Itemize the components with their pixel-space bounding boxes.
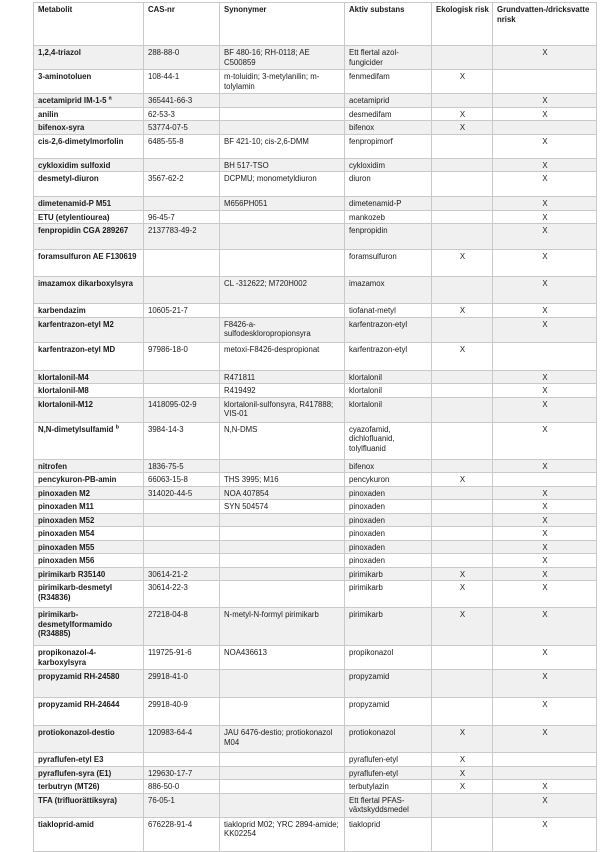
cell-grundvatten-risk — [493, 342, 597, 370]
cell-grundvatten-risk: X — [493, 540, 597, 554]
cell-ekologisk-risk: X — [432, 581, 493, 608]
cell-metabolit: TFA (trifluorättiksyra) — [34, 793, 144, 817]
column-header-metabolit: Metabolit — [34, 3, 144, 46]
cell-synonymer: NOA 407854 — [220, 486, 345, 500]
table-row — [34, 317, 597, 342]
cell-synonymer — [220, 250, 345, 277]
cell-ekologisk-risk — [432, 540, 493, 554]
cell-metabolit: dimetenamid-P M51 — [34, 197, 144, 211]
cell-aktiv-substans: pencykuron — [345, 473, 432, 487]
table-row — [34, 698, 597, 726]
cell-grundvatten-risk: X — [493, 422, 597, 459]
cell-cas: 96-45-7 — [144, 210, 220, 224]
table-row — [34, 554, 597, 568]
cell-ekologisk-risk — [432, 554, 493, 568]
table-row — [34, 459, 597, 473]
cell-ekologisk-risk — [432, 277, 493, 304]
cell-synonymer — [220, 540, 345, 554]
cell-synonymer: m-toluidin; 3-metylanilin; m-tolylamin — [220, 70, 345, 94]
cell-cas: 30614-22-3 — [144, 581, 220, 608]
cell-metabolit: propyzamid RH-24580 — [34, 670, 144, 698]
table-row — [34, 224, 597, 250]
cell-ekologisk-risk: X — [432, 726, 493, 753]
cell-aktiv-substans: pinoxaden — [345, 554, 432, 568]
cell-cas: 29918-40-9 — [144, 698, 220, 726]
cell-cas: 29918-41-0 — [144, 670, 220, 698]
cell-grundvatten-risk: X — [493, 670, 597, 698]
cell-cas: 314020-44-5 — [144, 486, 220, 500]
table-row — [34, 513, 597, 527]
cell-metabolit: pirimikarb R35140 — [34, 567, 144, 581]
cell-synonymer — [220, 121, 345, 135]
table-row — [34, 608, 597, 646]
cell-cas: 1418095-02-9 — [144, 397, 220, 422]
cell-synonymer — [220, 304, 345, 318]
cell-synonymer — [220, 581, 345, 608]
cell-synonymer: SYN 504574 — [220, 500, 345, 514]
cell-aktiv-substans: Ett flertal azol-fungicider — [345, 46, 432, 70]
cell-aktiv-substans: pyraflufen-etyl — [345, 766, 432, 780]
cell-aktiv-substans: pinoxaden — [345, 540, 432, 554]
cell-aktiv-substans: foramsulfuron — [345, 250, 432, 277]
cell-aktiv-substans: tiofanat-metyl — [345, 304, 432, 318]
cell-ekologisk-risk — [432, 172, 493, 197]
table-row — [34, 172, 597, 197]
table-row — [34, 793, 597, 817]
cell-ekologisk-risk: X — [432, 250, 493, 277]
table-row — [34, 46, 597, 70]
cell-cas: 62-53-3 — [144, 107, 220, 121]
cell-grundvatten-risk: X — [493, 554, 597, 568]
cell-aktiv-substans: pirimikarb — [345, 608, 432, 646]
cell-ekologisk-risk — [432, 817, 493, 851]
cell-ekologisk-risk: X — [432, 766, 493, 780]
table-row — [34, 304, 597, 318]
cell-cas: 676228-91-4 — [144, 817, 220, 851]
cell-ekologisk-risk: X — [432, 753, 493, 767]
cell-aktiv-substans: cykloxidim — [345, 158, 432, 172]
cell-cas — [144, 384, 220, 398]
cell-metabolit: propyzamid RH-24644 — [34, 698, 144, 726]
cell-ekologisk-risk — [432, 317, 493, 342]
table-row — [34, 277, 597, 304]
table-row — [34, 646, 597, 670]
cell-metabolit: anilin — [34, 107, 144, 121]
cell-aktiv-substans: dimetenamid-P — [345, 197, 432, 211]
table-row — [34, 527, 597, 541]
cell-cas: 1836-75-5 — [144, 459, 220, 473]
cell-synonymer: M656PH051 — [220, 197, 345, 211]
cell-metabolit: cykloxidim sulfoxid — [34, 158, 144, 172]
cell-metabolit: klortalonil-M12 — [34, 397, 144, 422]
cell-metabolit: pyraflufen-etyl E3 — [34, 753, 144, 767]
cell-metabolit: pinoxaden M54 — [34, 527, 144, 541]
cell-metabolit: acetamiprid IM-1-5 $^a$ — [34, 94, 144, 108]
cell-synonymer: R471811 — [220, 370, 345, 384]
cell-aktiv-substans: protiokonazol — [345, 726, 432, 753]
cell-aktiv-substans: mankozeb — [345, 210, 432, 224]
cell-synonymer — [220, 793, 345, 817]
cell-synonymer — [220, 567, 345, 581]
cell-cas: 6485-55-8 — [144, 134, 220, 158]
cell-cas — [144, 513, 220, 527]
cell-ekologisk-risk — [432, 486, 493, 500]
cell-ekologisk-risk — [432, 698, 493, 726]
cell-cas: 53774-07-5 — [144, 121, 220, 135]
cell-synonymer: tiakloprid M02; YRC 2894-amide; KK02254 — [220, 817, 345, 851]
table-row — [34, 121, 597, 135]
cell-aktiv-substans: Ett flertal PFAS-växtskyddsmedel — [345, 793, 432, 817]
cell-grundvatten-risk: X — [493, 172, 597, 197]
column-header-aktiv-substans: Aktiv substans — [345, 3, 432, 46]
cell-aktiv-substans: pinoxaden — [345, 513, 432, 527]
cell-synonymer — [220, 766, 345, 780]
cell-cas — [144, 500, 220, 514]
cell-grundvatten-risk: X — [493, 370, 597, 384]
cell-aktiv-substans: pinoxaden — [345, 486, 432, 500]
cell-metabolit: pencykuron-PB-amin — [34, 473, 144, 487]
cell-cas — [144, 197, 220, 211]
cell-aktiv-substans: pirimikarb — [345, 567, 432, 581]
cell-ekologisk-risk — [432, 459, 493, 473]
cell-aktiv-substans: klortalonil — [345, 370, 432, 384]
cell-aktiv-substans: klortalonil — [345, 397, 432, 422]
cell-metabolit: pinoxaden M2 — [34, 486, 144, 500]
cell-ekologisk-risk — [432, 500, 493, 514]
cell-ekologisk-risk — [432, 197, 493, 211]
cell-synonymer: THS 3995; M16 — [220, 473, 345, 487]
table-row — [34, 107, 597, 121]
cell-ekologisk-risk — [432, 370, 493, 384]
table-body — [34, 46, 597, 852]
cell-grundvatten-risk: X — [493, 46, 597, 70]
cell-metabolit: pinoxaden M11 — [34, 500, 144, 514]
cell-cas — [144, 250, 220, 277]
cell-synonymer: N-metyl-N-formyl pirimikarb — [220, 608, 345, 646]
cell-grundvatten-risk: X — [493, 698, 597, 726]
cell-metabolit: pinoxaden M52 — [34, 513, 144, 527]
cell-grundvatten-risk — [493, 121, 597, 135]
column-header-cas-nr: CAS-nr — [144, 3, 220, 46]
cell-aktiv-substans: diuron — [345, 172, 432, 197]
cell-cas — [144, 370, 220, 384]
cell-grundvatten-risk: X — [493, 210, 597, 224]
cell-metabolit: karfentrazon-etyl MD — [34, 342, 144, 370]
cell-synonymer: JAU 6476-destio; protiokonazol M04 — [220, 726, 345, 753]
table-row — [34, 540, 597, 554]
cell-synonymer — [220, 670, 345, 698]
cell-ekologisk-risk — [432, 670, 493, 698]
cell-synonymer — [220, 753, 345, 767]
metabolite-table — [33, 2, 597, 852]
cell-metabolit: bifenox-syra — [34, 121, 144, 135]
cell-ekologisk-risk: X — [432, 608, 493, 646]
cell-metabolit: fenpropidin CGA 289267 — [34, 224, 144, 250]
table-row — [34, 210, 597, 224]
cell-cas — [144, 158, 220, 172]
table-row — [34, 780, 597, 794]
cell-aktiv-substans: desmedifam — [345, 107, 432, 121]
cell-synonymer — [220, 527, 345, 541]
table-row — [34, 70, 597, 94]
cell-ekologisk-risk — [432, 210, 493, 224]
table-row — [34, 486, 597, 500]
cell-grundvatten-risk — [493, 753, 597, 767]
cell-ekologisk-risk: X — [432, 121, 493, 135]
cell-metabolit: N,N-dimetylsulfamid $^b$ — [34, 422, 144, 459]
cell-metabolit: klortalonil-M4 — [34, 370, 144, 384]
cell-metabolit: imazamox dikarboxylsyra — [34, 277, 144, 304]
table-row — [34, 500, 597, 514]
cell-cas — [144, 753, 220, 767]
cell-aktiv-substans: pirimikarb — [345, 581, 432, 608]
table-row — [34, 422, 597, 459]
cell-grundvatten-risk: X — [493, 817, 597, 851]
cell-aktiv-substans: cyazofamid, dichlofluanid, tolylfluanid — [345, 422, 432, 459]
cell-grundvatten-risk: X — [493, 459, 597, 473]
cell-synonymer — [220, 780, 345, 794]
cell-ekologisk-risk: X — [432, 473, 493, 487]
cell-synonymer — [220, 94, 345, 108]
cell-grundvatten-risk: X — [493, 500, 597, 514]
cell-ekologisk-risk — [432, 158, 493, 172]
column-header-synonymer: Synonymer — [220, 3, 345, 46]
column-header-ekologisk-risk: Ekologisk risk — [432, 3, 493, 46]
cell-grundvatten-risk: X — [493, 158, 597, 172]
cell-grundvatten-risk: X — [493, 304, 597, 318]
table-row — [34, 753, 597, 767]
cell-cas: 365441-66-3 — [144, 94, 220, 108]
cell-cas: 66063-15-8 — [144, 473, 220, 487]
cell-grundvatten-risk — [493, 766, 597, 780]
cell-cas: 76-05-1 — [144, 793, 220, 817]
table-row — [34, 250, 597, 277]
cell-ekologisk-risk: X — [432, 304, 493, 318]
cell-metabolit: protiokonazol-destio — [34, 726, 144, 753]
table-row — [34, 567, 597, 581]
cell-grundvatten-risk — [493, 473, 597, 487]
cell-metabolit: ETU (etylentiourea) — [34, 210, 144, 224]
cell-ekologisk-risk — [432, 793, 493, 817]
table-row — [34, 94, 597, 108]
table-row — [34, 473, 597, 487]
cell-synonymer — [220, 554, 345, 568]
cell-aktiv-substans: klortalonil — [345, 384, 432, 398]
table-row — [34, 670, 597, 698]
cell-ekologisk-risk — [432, 397, 493, 422]
table-row — [34, 134, 597, 158]
cell-aktiv-substans: fenpropimorf — [345, 134, 432, 158]
cell-synonymer: DCPMU; monometyldiuron — [220, 172, 345, 197]
cell-metabolit: 3-aminotoluen — [34, 70, 144, 94]
cell-grundvatten-risk: X — [493, 581, 597, 608]
cell-cas: 97986-18-0 — [144, 342, 220, 370]
cell-synonymer — [220, 698, 345, 726]
cell-aktiv-substans: fenmedifam — [345, 70, 432, 94]
cell-ekologisk-risk — [432, 513, 493, 527]
cell-metabolit: pinoxaden M56 — [34, 554, 144, 568]
cell-metabolit: pirimikarb-desmetylformamido (R34885) — [34, 608, 144, 646]
cell-metabolit: 1,2,4-triazol — [34, 46, 144, 70]
cell-aktiv-substans: pinoxaden — [345, 500, 432, 514]
cell-synonymer: metoxi-F8426-despropionat — [220, 342, 345, 370]
cell-grundvatten-risk: X — [493, 726, 597, 753]
cell-cas: 119725-91-6 — [144, 646, 220, 670]
cell-grundvatten-risk — [493, 70, 597, 94]
cell-cas: 3567-62-2 — [144, 172, 220, 197]
cell-aktiv-substans: bifenox — [345, 459, 432, 473]
table-row — [34, 370, 597, 384]
cell-grundvatten-risk: X — [493, 94, 597, 108]
cell-synonymer: CL -312622; M720H002 — [220, 277, 345, 304]
cell-grundvatten-risk: X — [493, 527, 597, 541]
table-row — [34, 342, 597, 370]
cell-grundvatten-risk: X — [493, 793, 597, 817]
cell-ekologisk-risk: X — [432, 342, 493, 370]
cell-synonymer: F8426-a-sulfodeskloropropionsyra — [220, 317, 345, 342]
cell-ekologisk-risk — [432, 46, 493, 70]
table-row — [34, 581, 597, 608]
cell-synonymer: BH 517-TSO — [220, 158, 345, 172]
cell-cas: 3984-14-3 — [144, 422, 220, 459]
cell-aktiv-substans: tiakloprid — [345, 817, 432, 851]
cell-synonymer — [220, 513, 345, 527]
cell-aktiv-substans: propyzamid — [345, 698, 432, 726]
cell-metabolit: klortalonil-M8 — [34, 384, 144, 398]
cell-ekologisk-risk — [432, 384, 493, 398]
cell-cas — [144, 540, 220, 554]
table-row — [34, 384, 597, 398]
cell-ekologisk-risk: X — [432, 567, 493, 581]
cell-aktiv-substans: acetamiprid — [345, 94, 432, 108]
cell-aktiv-substans: terbutylazin — [345, 780, 432, 794]
cell-cas — [144, 317, 220, 342]
cell-synonymer: R419492 — [220, 384, 345, 398]
cell-grundvatten-risk: X — [493, 134, 597, 158]
cell-aktiv-substans: propyzamid — [345, 670, 432, 698]
cell-cas: 2137783-49-2 — [144, 224, 220, 250]
cell-cas: 10605-21-7 — [144, 304, 220, 318]
cell-synonymer — [220, 107, 345, 121]
cell-ekologisk-risk: X — [432, 780, 493, 794]
cell-ekologisk-risk — [432, 94, 493, 108]
cell-grundvatten-risk: X — [493, 317, 597, 342]
table-row — [34, 817, 597, 851]
cell-cas: 288-88-0 — [144, 46, 220, 70]
cell-cas: 108-44-1 — [144, 70, 220, 94]
cell-synonymer — [220, 210, 345, 224]
cell-ekologisk-risk — [432, 646, 493, 670]
cell-synonymer — [220, 224, 345, 250]
cell-aktiv-substans: propikonazol — [345, 646, 432, 670]
cell-grundvatten-risk: X — [493, 567, 597, 581]
cell-cas: 886-50-0 — [144, 780, 220, 794]
cell-grundvatten-risk: X — [493, 646, 597, 670]
cell-metabolit: tiakloprid-amid — [34, 817, 144, 851]
cell-cas — [144, 554, 220, 568]
cell-synonymer: N,N-DMS — [220, 422, 345, 459]
cell-aktiv-substans: fenpropidin — [345, 224, 432, 250]
table-row — [34, 726, 597, 753]
cell-grundvatten-risk: X — [493, 277, 597, 304]
cell-ekologisk-risk: X — [432, 70, 493, 94]
cell-aktiv-substans: pinoxaden — [345, 527, 432, 541]
cell-aktiv-substans: karfentrazon-etyl — [345, 342, 432, 370]
cell-aktiv-substans: karfentrazon-etyl — [345, 317, 432, 342]
cell-ekologisk-risk — [432, 422, 493, 459]
cell-cas: 129630-17-7 — [144, 766, 220, 780]
cell-metabolit: cis-2,6-dimetylmorfolin — [34, 134, 144, 158]
table-row — [34, 197, 597, 211]
cell-metabolit: nitrofen — [34, 459, 144, 473]
cell-cas — [144, 277, 220, 304]
cell-cas — [144, 527, 220, 541]
cell-grundvatten-risk: X — [493, 384, 597, 398]
cell-ekologisk-risk — [432, 134, 493, 158]
cell-grundvatten-risk: X — [493, 197, 597, 211]
cell-metabolit: pyraflufen-syra (E1) — [34, 766, 144, 780]
column-header-grundvatten-dricksvattenrisk: Grundvatten-/dricksvattenrisk — [493, 3, 597, 46]
cell-grundvatten-risk: X — [493, 107, 597, 121]
cell-grundvatten-risk: X — [493, 250, 597, 277]
cell-metabolit: propikonazol-4-karboxylsyra — [34, 646, 144, 670]
cell-grundvatten-risk: X — [493, 397, 597, 422]
table-row — [34, 158, 597, 172]
cell-cas: 30614-21-2 — [144, 567, 220, 581]
cell-grundvatten-risk: X — [493, 486, 597, 500]
cell-aktiv-substans: bifenox — [345, 121, 432, 135]
cell-grundvatten-risk: X — [493, 224, 597, 250]
cell-ekologisk-risk — [432, 224, 493, 250]
cell-metabolit: foramsulfuron AE F130619 — [34, 250, 144, 277]
cell-metabolit: desmetyl-diuron — [34, 172, 144, 197]
cell-grundvatten-risk: X — [493, 608, 597, 646]
cell-ekologisk-risk: X — [432, 107, 493, 121]
cell-synonymer: NOA436613 — [220, 646, 345, 670]
cell-aktiv-substans: imazamox — [345, 277, 432, 304]
cell-cas: 27218-04-8 — [144, 608, 220, 646]
cell-synonymer — [220, 459, 345, 473]
cell-cas: 120983-64-4 — [144, 726, 220, 753]
cell-metabolit: pinoxaden M55 — [34, 540, 144, 554]
cell-metabolit: terbutryn (MT26) — [34, 780, 144, 794]
cell-metabolit: pirimikarb-desmetyl (R34836) — [34, 581, 144, 608]
cell-synonymer: klortalonil-sulfonsyra, R417888; VIS-01 — [220, 397, 345, 422]
cell-ekologisk-risk — [432, 527, 493, 541]
cell-metabolit: karfentrazon-etyl M2 — [34, 317, 144, 342]
cell-grundvatten-risk: X — [493, 780, 597, 794]
table-row — [34, 397, 597, 422]
table-row — [34, 766, 597, 780]
cell-synonymer: BF 421-10; cis-2,6-DMM — [220, 134, 345, 158]
cell-metabolit: karbendazim — [34, 304, 144, 318]
cell-synonymer: BF 480-16; RH-0118; AE C500859 — [220, 46, 345, 70]
cell-aktiv-substans: pyraflufen-etyl — [345, 753, 432, 767]
header-row — [34, 3, 597, 46]
cell-grundvatten-risk: X — [493, 513, 597, 527]
